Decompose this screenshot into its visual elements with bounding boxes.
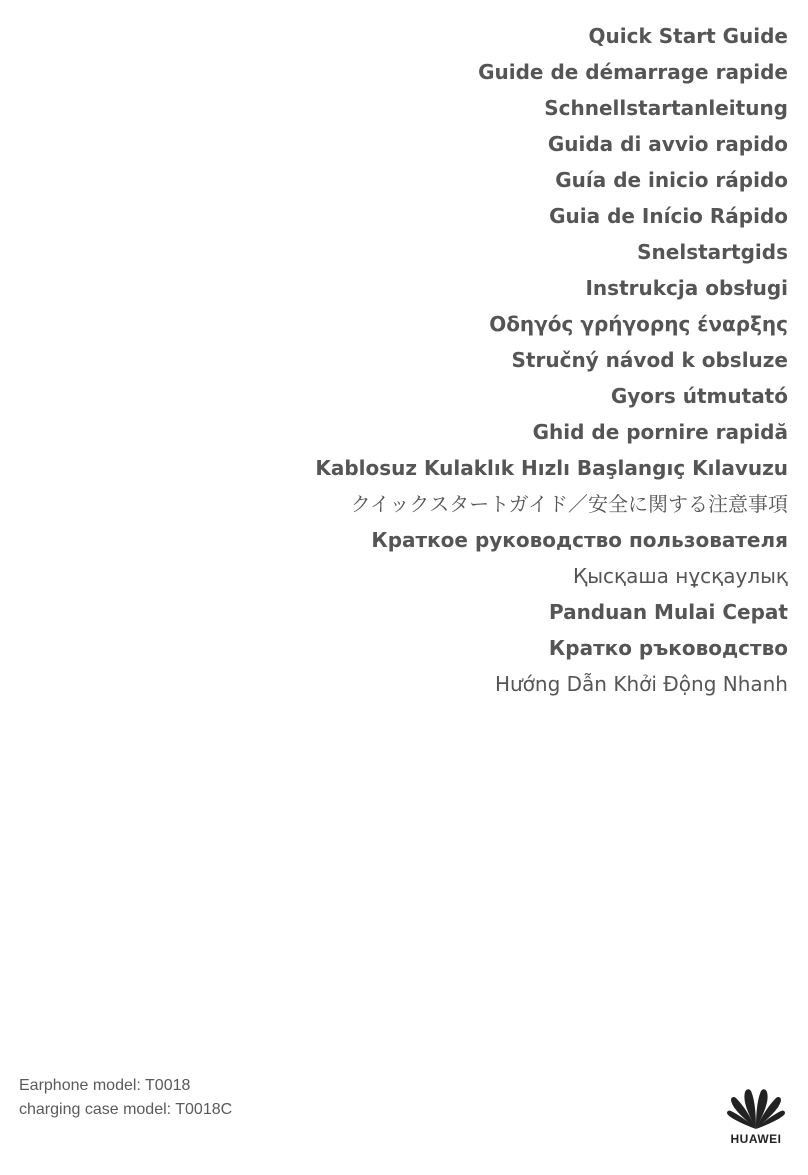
huawei-petal-logo-icon <box>725 1085 787 1131</box>
guide-title-bg: Кратко ръководство <box>548 636 788 660</box>
guide-title-cs: Stručný návod k obsluze <box>511 348 788 372</box>
guide-title-tr: Kablosuz Kulaklık Hızlı Başlangıç Kılavuzu <box>315 456 788 480</box>
guide-title-ja: クイックスタートガイド／安全に関する注意事項 <box>350 492 788 516</box>
guide-title-kk: Қысқаша нұсқаулық <box>573 564 788 588</box>
model-info <box>19 1074 232 1122</box>
guide-title-ro: Ghid de pornire rapidă <box>532 420 788 444</box>
guide-title-id: Panduan Mulai Cepat <box>548 600 788 624</box>
guide-title-pl: Instrukcja obsługi <box>585 276 788 300</box>
earphone-model-text: Earphone model: T0018 <box>19 1077 191 1094</box>
brand-logo <box>724 1085 788 1157</box>
guide-title-nl: Snelstartgids <box>637 240 788 264</box>
guide-title-list <box>8 18 788 702</box>
brand-wordmark: HUAWEI <box>730 1132 782 1146</box>
guide-title-el: Οδηγός γρήγορης έναρξης <box>489 312 788 336</box>
guide-title-vi: Hướng Dẫn Khởi Động Nhanh <box>494 672 788 696</box>
guide-title-it: Guida di avvio rapido <box>547 132 788 156</box>
guide-title-fr: Guide de démarrage rapide <box>478 60 788 84</box>
guide-title-hu: Gyors útmutató <box>610 384 788 408</box>
guide-title-ru: Краткое руководство пользователя <box>371 528 788 552</box>
guide-title-es: Guía de inicio rápido <box>555 168 788 192</box>
guide-title-pt: Guia de Início Rápido <box>549 204 788 228</box>
guide-title-en: Quick Start Guide <box>588 24 788 48</box>
case-model-text: charging case model: T0018C <box>19 1101 233 1118</box>
guide-title-de: Schnellstartanleitung <box>544 96 788 120</box>
